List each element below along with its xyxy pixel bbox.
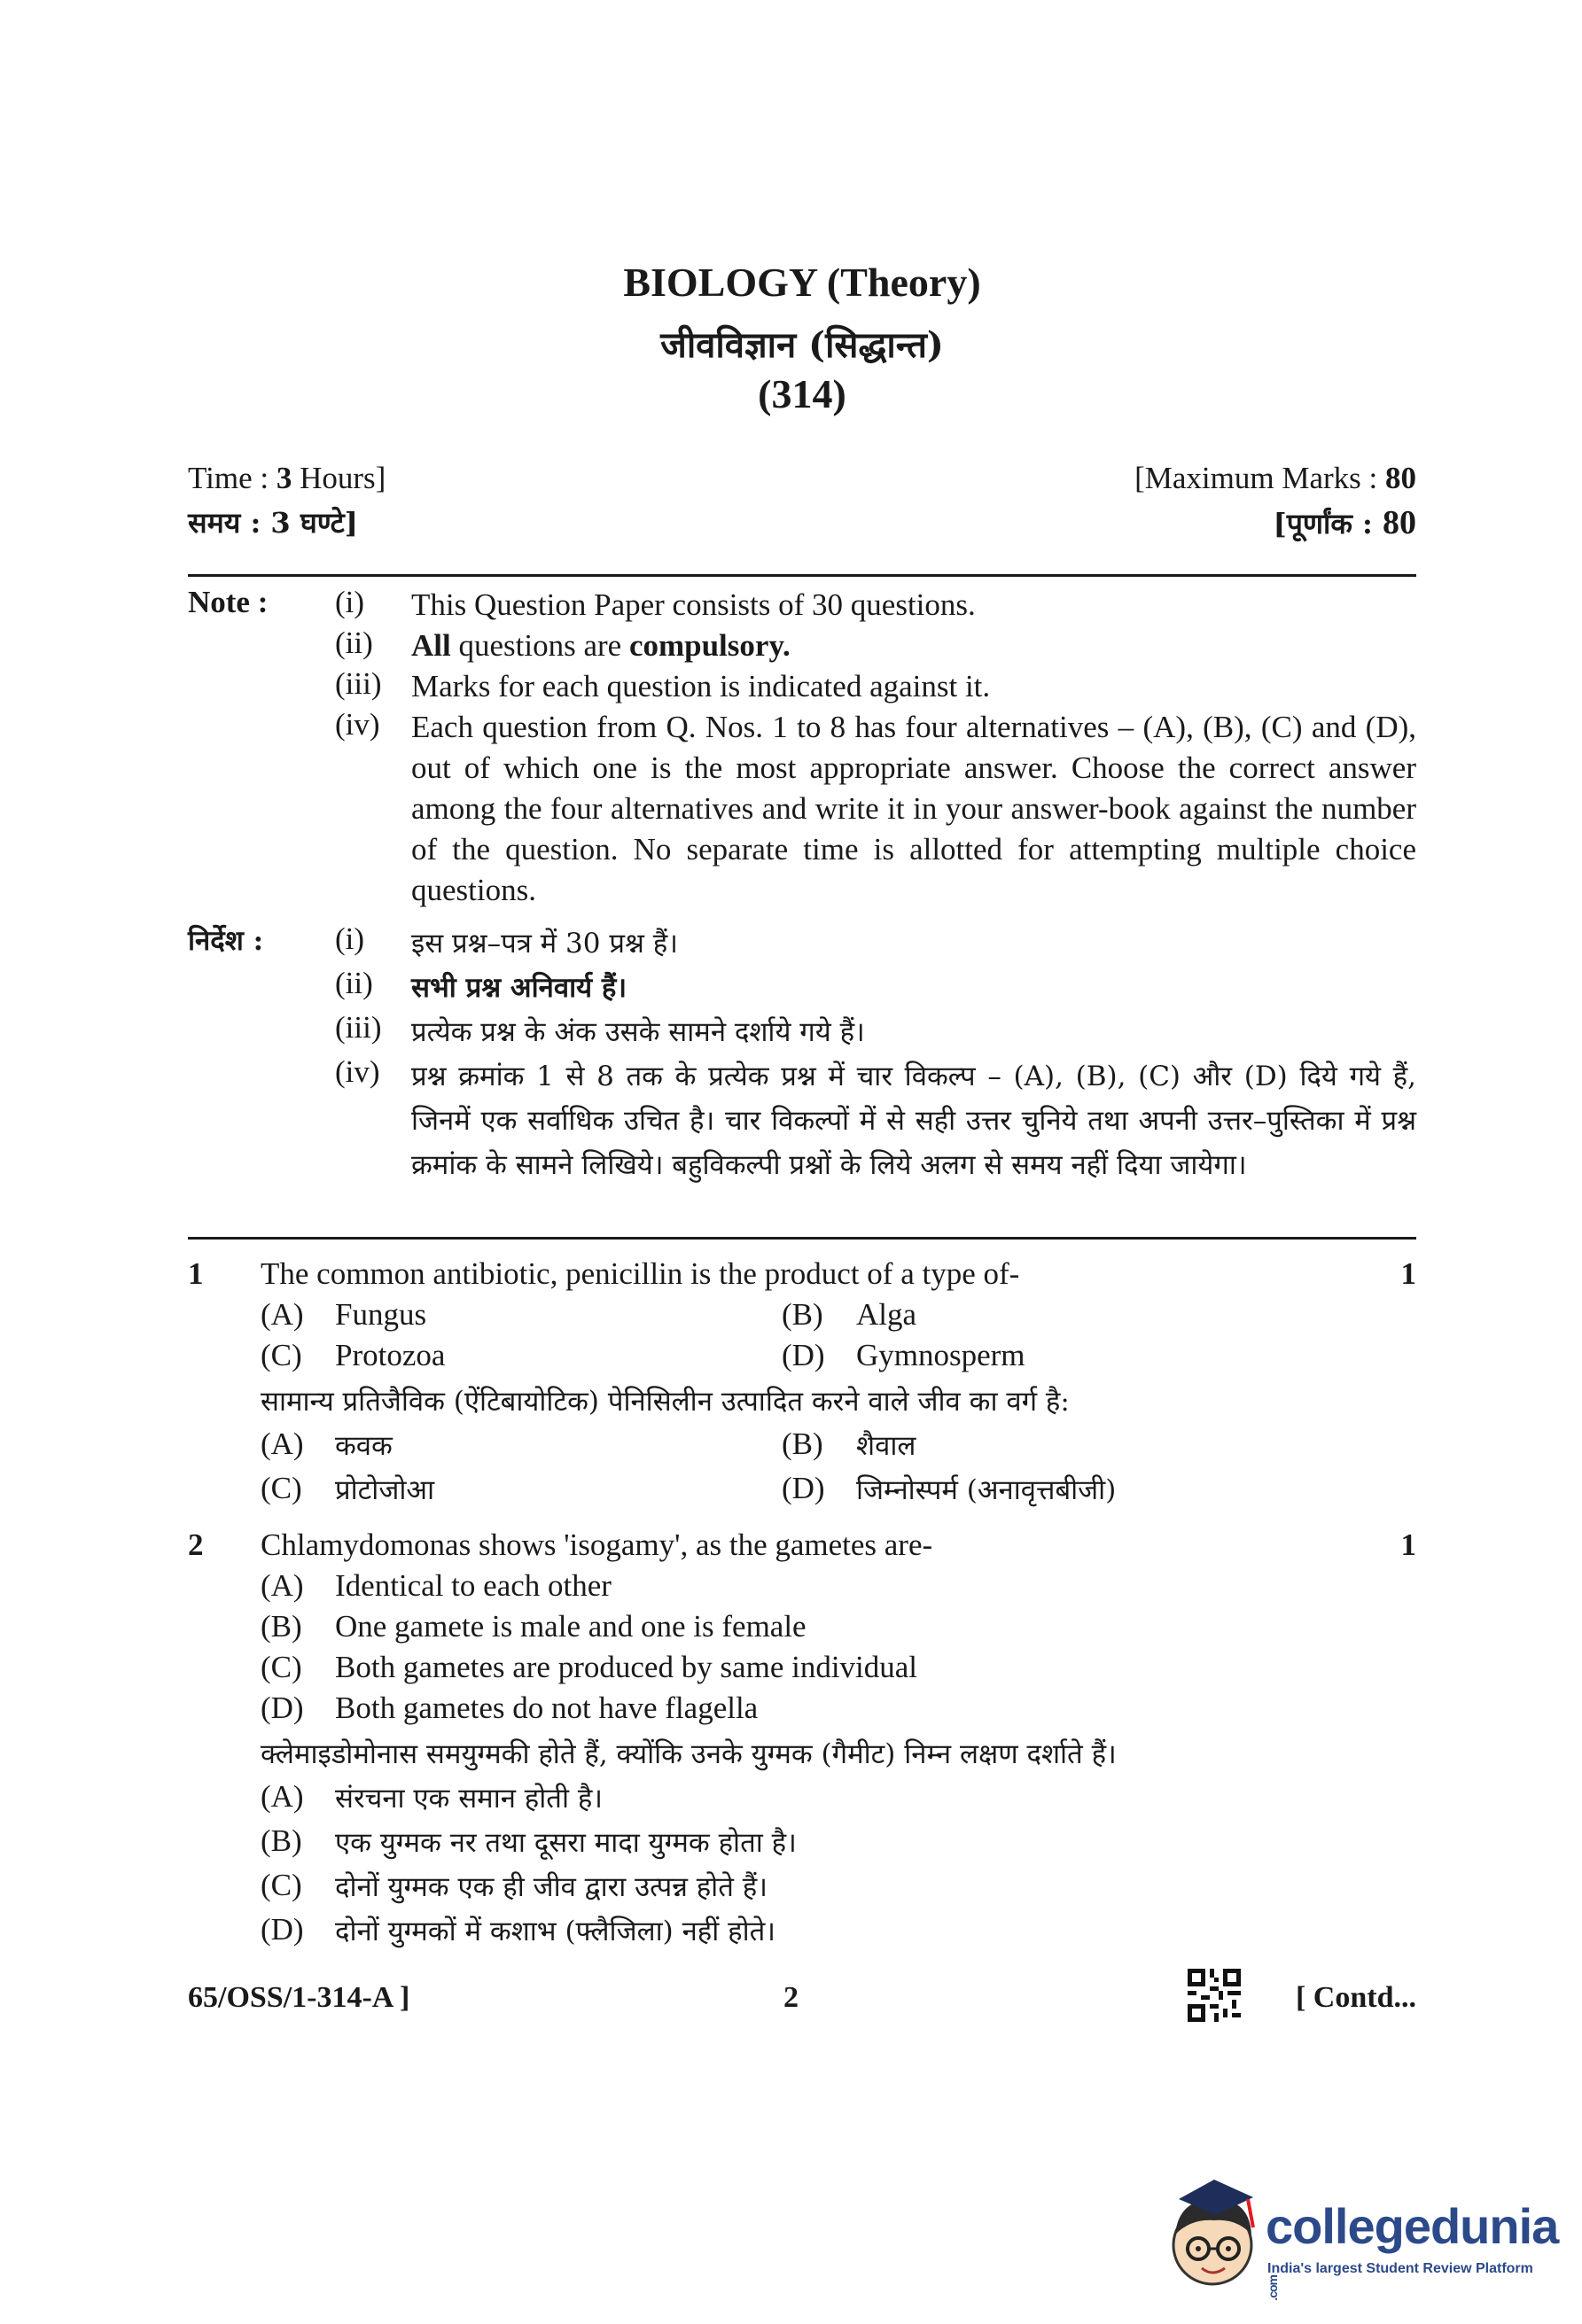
option-hindi: (D) जिम्नोस्पर्म (अनावृत्तबीजी) — [782, 1471, 1117, 1506]
question-text-hindi: सामान्य प्रतिजैविक (ऐंटिबायोटिक) पेनिसिलीन उत्पादित करने वाले जीव का वर्ग है: — [261, 1386, 1070, 1418]
option: (B) Alga — [782, 1297, 917, 1332]
option-hindi: (B) शैवाल — [782, 1426, 916, 1462]
time-marks-row-hindi — [188, 503, 1416, 542]
question-paper-page — [188, 0, 1416, 2324]
option-hindi: (B) एक युग्मक नर तथा दूसरा मादा युग्मक होता है। — [261, 1823, 797, 1859]
note-item: (iii) Marks for each question is indicated against it. — [335, 666, 991, 703]
brand-name: collegedunia — [1266, 2198, 1559, 2254]
note-item-hindi: (iii) प्रत्येक प्रश्न के अंक उसके सामने दर्शाये गये हैं। — [335, 1010, 865, 1048]
paper-title: BIOLOGY (Theory) — [623, 260, 981, 305]
option-hindi: (A) कवक — [261, 1426, 393, 1462]
time-marks-row — [188, 461, 1416, 496]
option-hindi: (D) दोनों युग्मकों में कशाभ (फ्लैजिला) नहीं होते। — [261, 1912, 776, 1947]
paper-title-hindi: जीवविज्ञान (सिद्धान्त) — [660, 324, 944, 366]
max-marks-info-hindi: [पूर्णांक : 80 — [1273, 504, 1416, 541]
option-hindi: (A) संरचना एक समान होती है। — [261, 1779, 604, 1815]
note-item: (ii) All questions are compulsory. — [335, 626, 791, 663]
question-marks: 1 — [1400, 1256, 1416, 1291]
subject-code: (314) — [758, 371, 846, 416]
question-text-hindi: क्लेमाइडोमोनास समयुग्मकी होते हैं, क्योंकि उनके युग्मक (गैमीट) निम्न लक्षण दर्शाते हैं। — [261, 1738, 1117, 1770]
time-info-hindi: समय : 3 घण्टे] — [188, 506, 358, 540]
question-marks: 1 — [1400, 1527, 1416, 1562]
option-hindi: (C) दोनों युग्मक एक ही जीव द्वारा उत्पन्न होते हैं। — [261, 1868, 768, 1903]
divider-middle — [188, 1237, 1416, 1240]
max-marks-info: [Maximum Marks : 80 — [1134, 461, 1416, 495]
collegedunia-logo — [1161, 2172, 1569, 2314]
qr-code-icon — [1188, 1969, 1241, 2022]
option: (D) Gymnosperm — [782, 1338, 1025, 1372]
note-item: (iv) Each question from Q. Nos. 1 to 8 has four alternatives – (A), (B), (C) and (D), out of which one is the most appropriate answer. Choose the correct answer among the four alternatives and write it in your answer-book against the number of the question. No separate time is allotted for attempting multiple choice questions. — [335, 707, 1416, 907]
brand-tagline: India's largest Student Review Platform — [1267, 2261, 1533, 2276]
paper-code: 65/OSS/1-314-A ] — [188, 1981, 410, 2014]
question-text: The common antibiotic, penicillin is the product of a type of- — [261, 1256, 1020, 1291]
question-text: Chlamydomonas shows 'isogamy', as the gametes are- — [261, 1527, 933, 1562]
option: (D) Both gametes do not have flagella — [261, 1691, 759, 1725]
brand-suffix: .com — [1266, 2275, 1280, 2301]
divider-top — [188, 574, 1416, 577]
page-number: 2 — [783, 1981, 799, 2014]
note-item-hindi: (i) इस प्रश्न–पत्र में 30 प्रश्न हैं। — [335, 921, 678, 960]
note-item-hindi: (ii) सभी प्रश्न अनिवार्य हैं। — [335, 966, 627, 1004]
option: (B) One gamete is male and one is female — [261, 1609, 807, 1644]
mascot-icon — [1161, 2172, 1267, 2297]
note-label: Note : — [188, 585, 269, 619]
option: (A) Fungus — [261, 1297, 427, 1332]
question-number: 2 — [188, 1527, 204, 1562]
note-item: (i) This Question Paper consists of 30 questions. — [335, 585, 976, 622]
option-hindi: (C) प्रोटोजोआ — [261, 1471, 435, 1506]
question-number: 1 — [188, 1256, 204, 1291]
note-item-hindi: (iv) प्रश्न क्रमांक 1 से 8 तक के प्रत्येक प्रश्न में चार विकल्प – (A), (B), (C) और (D) दिये गये हैं, जिनमें एक सर्वाधिक उचित है। चार विकल्पों में से सही उत्तर चुनिये तथा अपनी उत्तर–पुस्तिका में प्रश्न क्रमांक के सामने लिखिये। बहुविकल्पी प्रश्नों के लिये अलग से समय नहीं दिया जायेगा। — [335, 1054, 1416, 1181]
time-info: Time : 3 Hours] — [188, 461, 386, 495]
option: (A) Identical to each other — [261, 1568, 612, 1603]
option: (C) Protozoa — [261, 1338, 446, 1372]
continued-label: [ Contd... — [1295, 1981, 1416, 2014]
option: (C) Both gametes are produced by same individual — [261, 1650, 918, 1684]
note-label-hindi: निर्देश : — [188, 925, 264, 957]
